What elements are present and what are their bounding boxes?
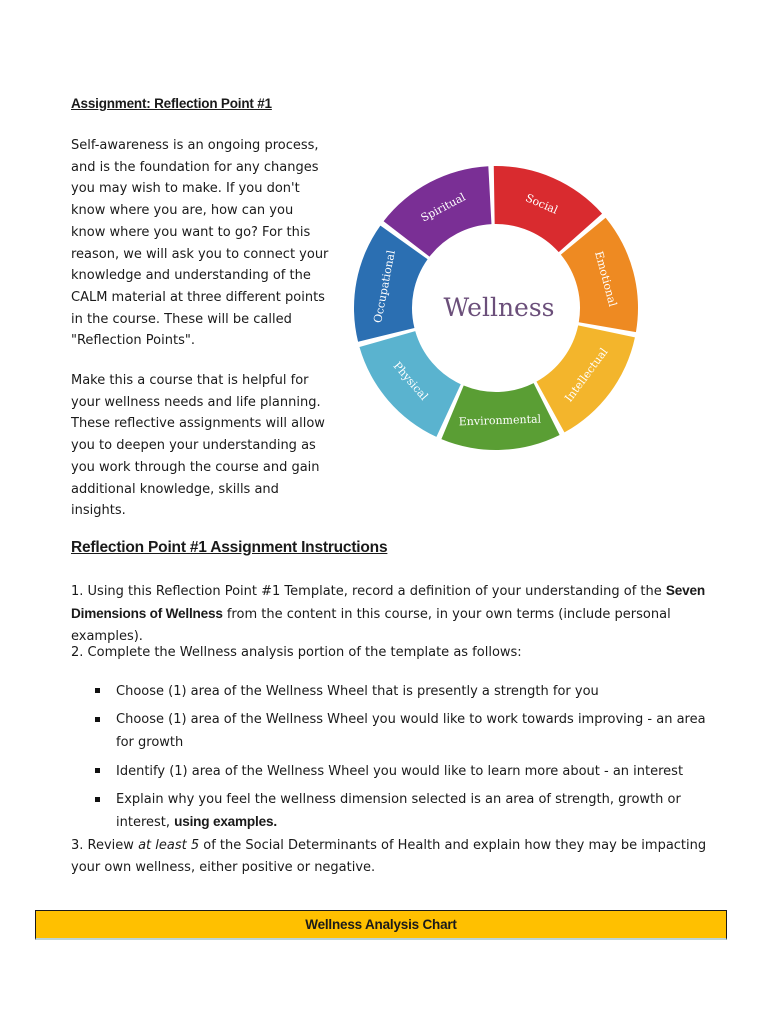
bullet-square-icon <box>95 688 100 693</box>
bullet-item <box>92 709 712 754</box>
instruction-bullets <box>92 680 712 840</box>
bullet-text: Explain why you feel the wellness dimension selected is an area of strength, growth or interest, <box>116 792 681 830</box>
instruction-1-bold: Seven Dimensions of Wellness <box>71 583 705 621</box>
bullet-item <box>92 760 712 783</box>
bullet-square-icon <box>95 797 100 802</box>
bullet-text: Identify (1) area of the Wellness Wheel you would like to learn more about - an interest <box>116 764 684 779</box>
chart-banner-title: Wellness Analysis Chart <box>305 917 457 932</box>
intro-paragraph: Self-awareness is an ongoing process, and is the foundation for any changes you may wish to make. If you don't know where you are, how can you know where you want to go? For this reason, we will ask you to connect your knowledge and understanding of the CALM material at three different points in the course. These will be called "Reflection Points". <box>71 138 329 349</box>
bullet-bold: using examples. <box>174 814 277 829</box>
purpose-paragraph: Make this a course that is helpful for your wellness needs and life planning. These reflective assignments will allow you to deepen your understanding as you work through the course and gain additional knowledge, skills and insights. <box>71 373 325 519</box>
wheel-label-occupational: Occupational <box>371 249 398 325</box>
wellness-analysis-chart-header <box>35 910 727 940</box>
bullet-item <box>92 680 712 703</box>
wellness-wheel <box>350 158 642 458</box>
instruction-1-prefix: 1. Using this Reflection Point #1 Template, record a definition of your understanding of the <box>71 584 666 599</box>
wheel-label-environmental: Environmental <box>458 412 542 429</box>
wheel-label-social: Social <box>523 191 560 217</box>
bullet-text: Choose (1) area of the Wellness Wheel that is presently a strength for you <box>116 684 599 699</box>
instruction-1-suffix: from the content in this course, in your own terms (include personal examples). <box>71 607 671 644</box>
wheel-label-intellectual: Intellectual <box>562 345 611 405</box>
bullet-square-icon <box>95 768 100 773</box>
wheel-label-physical: Physical <box>390 359 431 403</box>
instruction-1 <box>71 580 721 648</box>
instruction-3 <box>71 835 721 879</box>
bullet-item <box>92 789 712 834</box>
instruction-3-suffix: of the Social Determinants of Health and explain how they may be impacting your own wellness, either positive or negative. <box>71 838 707 875</box>
wheel-label-emotional: Emotional <box>592 249 620 309</box>
bullet-text: Choose (1) area of the Wellness Wheel you would like to work towards improving - an area for growth <box>116 712 706 750</box>
instruction-3-italic: at least 5 <box>138 838 200 853</box>
instruction-2: 2. Complete the Wellness analysis portion of the template as follows: <box>71 645 522 660</box>
instructions-heading: Reflection Point #1 Assignment Instructions <box>71 539 388 556</box>
instruction-3-prefix: 3. Review <box>71 838 139 853</box>
wheel-center-label: Wellness <box>443 293 555 322</box>
assignment-title: Assignment: Reflection Point #1 <box>71 96 272 111</box>
bullet-square-icon <box>95 717 100 722</box>
wheel-label-spiritual: Spiritual <box>418 190 468 225</box>
